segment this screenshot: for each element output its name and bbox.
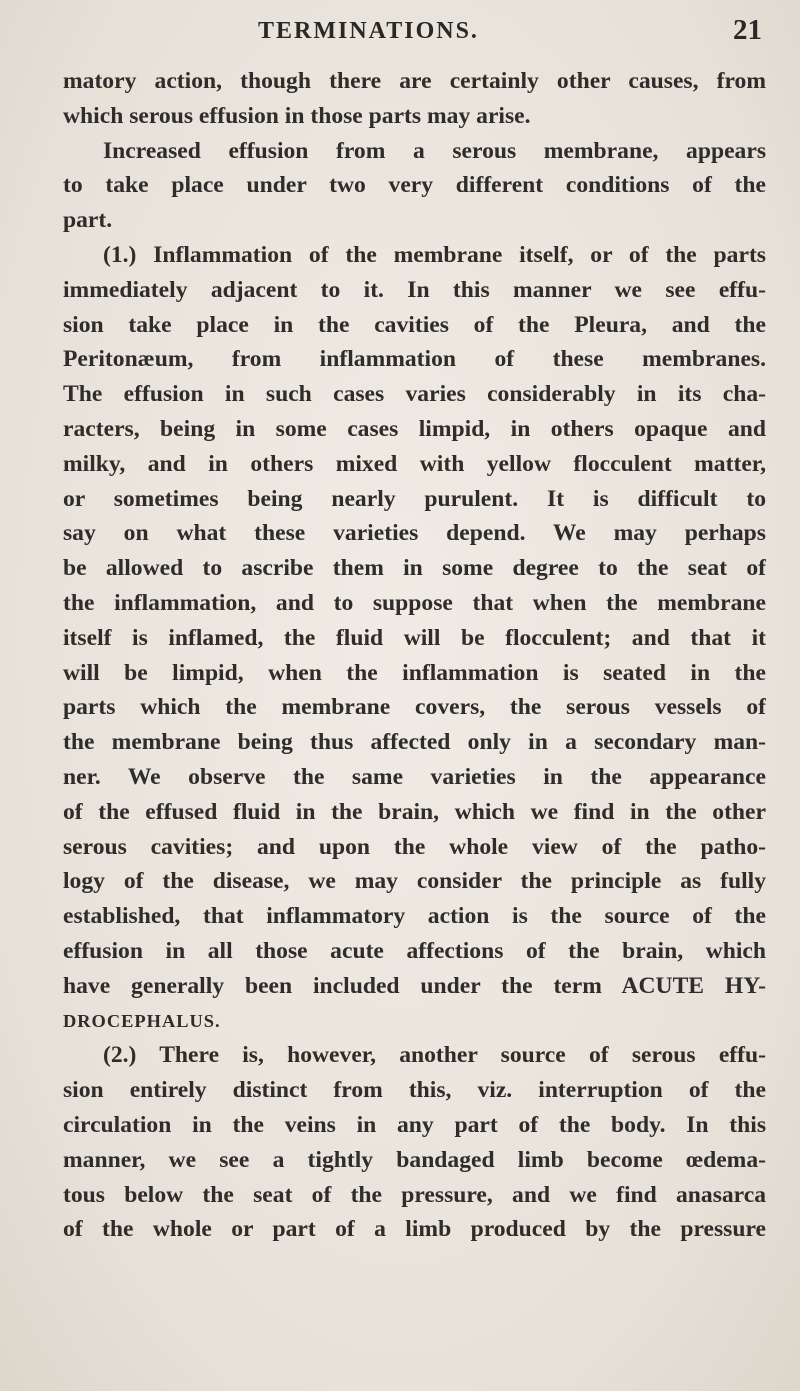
running-head [0,10,800,50]
text-line: parts which the membrane covers, the serous vessels of [63,694,766,721]
text-line: Increased effusion from a serous membrane, appears [103,137,766,164]
text-line: the inflammation, and to suppose that when the membrane [63,589,766,616]
text-line: part. [63,207,113,234]
text-line: ner. We observe the same varieties in the appearance [63,763,766,790]
text-line: effusion in all those acute affections of the brain, which [63,937,766,964]
text-line: logy of the disease, we may consider the principle as fully [63,868,766,895]
page-number: 21 [733,14,762,46]
text-line: sion entirely distinct from this, viz. interruption of the [63,1077,766,1104]
text-line: matory action, though there are certainly other causes, from [63,68,766,94]
text-line: have generally been included under the term ACUTE HY- [63,972,766,999]
text-line: tous below the seat of the pressure, and we find anasarca [63,1181,766,1208]
text-line: Peritonæum, from inflammation of these membranes. [63,346,766,373]
text-line: (2.) There is, however, another source of serous effu- [103,1042,766,1069]
text-line: racters, being in some cases limpid, in others opaque and [63,415,766,442]
text-line: which serous effusion in those parts may arise. [63,102,531,129]
text-line: of the whole or part of a limb produced by the pressure [63,1216,766,1243]
text-line: to take place under two very different conditions of the [63,172,766,199]
text-line: manner, we see a tightly bandaged limb become œdema- [63,1146,766,1173]
text-line: (1.) Inflammation of the membrane itself, or of the parts [103,241,766,268]
text-line: or sometimes being nearly purulent. It is difficult to [63,485,766,512]
text-line: itself is inflamed, the fluid will be flocculent; and that it [63,624,766,651]
text-line: The effusion in such cases varies considerably in its cha- [63,381,766,408]
text-line: be allowed to ascribe them in some degree to the seat of [63,555,766,582]
text-line: milky, and in others mixed with yellow flocculent matter, [63,450,766,477]
text-line: sion take place in the cavities of the Pleura, and the [63,311,766,338]
text-line: say on what these varieties depend. We may perhaps [63,520,766,547]
text-line: will be limpid, when the inflammation is seated in the [63,659,766,686]
running-title: TERMINATIONS. [258,18,479,44]
text-line: immediately adjacent to it. In this manner we see effu- [63,276,766,303]
text-line: serous cavities; and upon the whole view of the patho- [63,833,766,860]
text-line: circulation in the veins in any part of the body. In this [63,1111,766,1138]
text-line: of the effused fluid in the brain, which we find in the other [63,798,766,825]
text-line: the membrane being thus affected only in a secondary man- [63,729,766,756]
text-line: established, that inflammatory action is the source of the [63,903,766,930]
text-line: DROCEPHALUS. [63,1010,221,1031]
body-text [63,64,766,1247]
